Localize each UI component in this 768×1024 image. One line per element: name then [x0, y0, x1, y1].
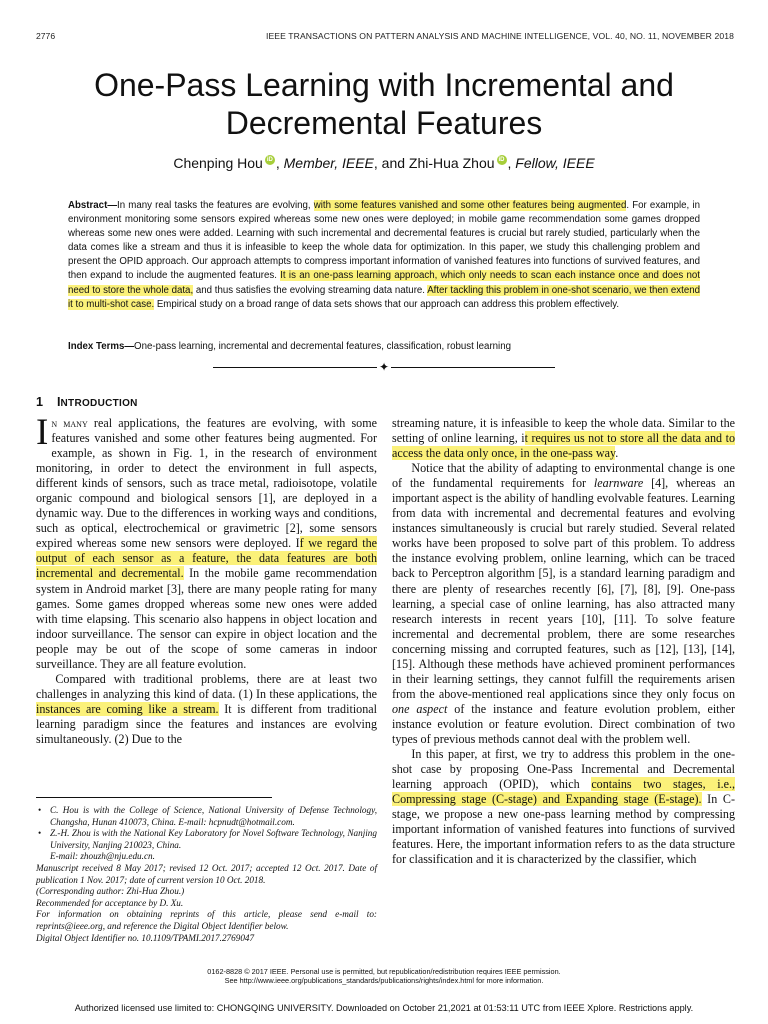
section-title-rest: NTRODUCTION	[60, 398, 138, 409]
paragraph	[392, 416, 735, 461]
body-text: Compared with traditional problems, there are at least two challenges in analyzing this kind of data. (1) In these applications, the	[36, 671, 377, 701]
journal-line: IEEE TRANSACTIONS ON PATTERN ANALYSIS AND MACHINE INTELLIGENCE, VOL. 40, NO. 11, NOVEMBER 2018	[265, 31, 734, 41]
body-text: In the mobile game recommendation system in Android market [3], there are many people rating for many games. Some games dropped whereas some new ones were added with time elapsing. This scenario also happens in object location and indoor surveillance. The sensor can expire in object location and the people may be out of the scope of some cameras in indoor surveillance. They are all feature evolution.	[36, 566, 377, 671]
paragraph	[36, 672, 377, 747]
author-2-role: Fellow, IEEE	[515, 155, 595, 171]
footnote-email: E-mail: zhouzh@nju.edu.cn.	[50, 851, 155, 862]
title-line-1: One-Pass Learning with Incremental and	[94, 67, 674, 103]
abstract-text: . For example, in environment monitoring some sensors expired whereas some new ones were deployed; in mobile game recommendation some games dropped whereas some new ones were added. Learning with such incremental and decremental features is crucial but rarely studied, particularly when the data comes like a stream and thus it is infeasible to keep the whole data for optimization. In this paper, we study this challenging problem and present the OPID approach. Our approach attempts to compress important information of vanished features into functions of survived features, and then expand to include the augmented features.	[68, 200, 700, 282]
abstract: Abstract—In many real tasks the features are evolving, with some features vanished and some other features being augmented. For example, in environment monitoring some sensors expired whereas some new ones were deployed; in mobile game recommendation some games dropped whereas some new ones were added. Learning with such incremental and decremental features is crucial but rarely studied, particularly when the data comes like a stream and thus it is infeasible to keep the whole data for optimization. In this paper, we study this challenging problem and present the OPID approach. Our approach attempts to compress important information of vanished features into functions of survived features, and then expand to include the augmented features. It is an one-pass learning approach, which only needs to scan each instance once and does not need to store the whole data, and thus satisfies the evolving streaming data nature. After tackling this problem in one-shot scenario, we then extend it to multi-shot case. Empirical study on a broad range of data sets shows that our approach can address this problem effectively.	[68, 200, 700, 310]
section-heading	[36, 395, 138, 409]
section-number: 1	[36, 395, 44, 409]
copyright-notice	[0, 967, 768, 986]
author-1-name: Chenping Hou	[173, 155, 263, 171]
footnote-affiliation: • C. Hou is with the College of Science, National University of Defense Technology, Changsha, Hunan 410073, China. E-mail: hcpnudt@hotmail.com.	[36, 805, 377, 828]
license-notice: Authorized licensed use limited to: CHONGQING UNIVERSITY. Downloaded on October 21,2021 at 01:53:11 UTC from IEEE Xplore. Restrictions apply.	[74, 1003, 694, 1013]
corresponding-author: (Corresponding author: Zhi-Hua Zhou.)	[36, 886, 185, 897]
index-terms: Index Terms—One-pass learning, incremental and decremental features, classification, robust learning	[68, 341, 511, 352]
drop-cap: I	[36, 412, 49, 453]
running-header	[36, 31, 734, 45]
small-caps-text: n many	[51, 416, 88, 430]
left-column	[36, 412, 378, 747]
paper-title	[0, 66, 768, 142]
body-text: real applications, the features are evolving, with some features vanished and some other features being augmented. For example, as shown in Fig. 1, in the research of environment monitoring, in order to detect the environment in full aspects, different kinds of sensors, such as trace metal, radioisotope, volatile organic compound and biological sensors [1], are deployed in a dynamic way. Due to the differences in working ways and conditions, such as optical, electrochemical or gravimetric [2], some sensors expired whereas some new sensors were deployed. I	[36, 416, 377, 551]
highlight: with some features vanished and some other features being augmented	[313, 200, 627, 211]
footnote-affiliation	[36, 828, 377, 863]
italic-term: one aspect	[392, 701, 448, 716]
footnote-text: Z.-H. Zhou is with the National Key Laboratory for Novel Software Technology, Nanjing University, Nanjing 210023, China.	[50, 828, 377, 850]
abstract-label: Abstract	[68, 200, 108, 211]
body-text: It is different from traditional learning paradigm since the features and instances are evolving simultaneously. (2) Due to the	[36, 701, 378, 746]
copyright-line: 0162-8828 © 2017 IEEE. Personal use is permitted, but republication/redistribution requires IEEE permission.	[207, 967, 561, 976]
manuscript-dates: Manuscript received 8 May 2017; revised 12 Oct. 2017; accepted 12 Oct. 2017. Date of publication 1 Nov. 2017; date of current version 10 Oct. 2018.	[36, 862, 377, 885]
highlight: f we regard the output of each sensor as a feature, the data features are both incremental and decremental.	[36, 536, 377, 581]
author-2-name: Zhi-Hua Zhou	[408, 155, 495, 171]
highlight: instances are coming like a stream.	[36, 701, 219, 716]
index-terms-label: Index Terms	[68, 341, 125, 352]
author-line: Chenping Hou iD , Member, IEEE, and Zhi-Hua Zhou iD , Fellow, IEEE	[173, 155, 595, 171]
section-title-initial: I	[57, 395, 61, 409]
abstract-text: Empirical study on a broad range of data sets shows that our approach can address this problem effectively.	[154, 298, 620, 310]
reprints-note: For information on obtaining reprints of this article, please send e-mail to: reprints@ieee.org, and reference the Digital Object Identifier below.	[36, 909, 377, 931]
diamond-icon: ✦	[378, 360, 390, 374]
footnotes	[36, 805, 377, 944]
paragraph	[392, 461, 735, 747]
italic-term: learnware	[593, 476, 644, 491]
body-text: of the instance and feature evolution problem, either instance evolution or feature evolution. Direct combination of two types of previous methods cannot deal with the problem well.	[392, 701, 735, 746]
page-number: 2776	[36, 31, 56, 41]
body-text: In this paper, at first, we try to address this problem in the one-shot case by proposing One-Pass Incremental and Decremental learning approach (OPID), which	[392, 747, 735, 792]
author-conjunction: , and	[373, 155, 409, 171]
paragraph	[36, 412, 377, 672]
abstract-text: and thus satisfies the evolving streaming data nature.	[193, 284, 428, 296]
body-text: .	[615, 446, 619, 461]
right-column	[392, 416, 735, 867]
index-terms-text: One-pass learning, incremental and decremental features, classification, robust learning	[134, 341, 511, 352]
footnote-rule	[36, 797, 272, 798]
body-text: [4], whereas an important aspect is the ability of handling evolvable features. Learning from data with incremental and decremental features and evolving instances simultaneously is crucial but rarely studied. Several related works have been proposed to solve part of this problem. To address the instance evolving problem, online learning, which can be traced back to Perceptron algorithm [5], is a standard learning paradigm and there are plenty of researches recently [6], [7], [8], [9]. One-pass learning, a special case of online learning, has also attracted many research interests in recent years [10], [11]. To solve feature incremental and decremental problem, there are some researches concerning missing and corrupted features, such as [12], [13], [14], [15]. Although these methods have achieved prominent performances in their learning settings, they cannot fulfill the requirements arisen from the above-mentioned real applications since they only focus on	[392, 476, 735, 701]
title-line-2: Decremental Features	[225, 105, 543, 141]
abstract-text: In many real tasks the features are evolving,	[117, 200, 314, 211]
body-text: Notice that the ability of adapting to environmental change is one of the fundamental requirements for	[392, 461, 735, 491]
body-text: In C-stage, we propose a new one-pass learning method by compressing important information of vanished features into functions of survived features. Here, the important information refers to as the data structure for classification and it is characterized by the classifier, which	[392, 792, 735, 867]
highlight: It is an one-pass learning approach, which only needs to scan each instance once and does not need to store the whole data,	[68, 270, 700, 296]
author-1-role: Member, IEEE	[283, 155, 374, 171]
orcid-icon[interactable]: iD	[498, 157, 505, 163]
recommended-by: Recommended for acceptance by D. Xu.	[36, 897, 184, 908]
highlight: contains two stages, i.e., Compressing stage (C-stage) and Expanding stage (E-stage).	[392, 777, 736, 807]
paragraph	[392, 747, 735, 867]
doi[interactable]: Digital Object Identifier no. 10.1109/TPAMI.2017.2769047	[36, 932, 255, 943]
body-text: streaming nature, it is infeasible to keep the whole data. Similar to the setting of online learning, i	[392, 416, 735, 446]
highlight: t requires us not to store all the data and to access the data only once, in the one-pass way	[392, 431, 735, 461]
orcid-icon[interactable]: iD	[266, 157, 273, 163]
highlight: After tackling this problem in one-shot scenario, we then extend it to multi-shot case.	[68, 284, 700, 310]
copyright-link[interactable]: See http://www.ieee.org/publications_standards/publications/rights/index.html for more information.	[224, 976, 544, 986]
